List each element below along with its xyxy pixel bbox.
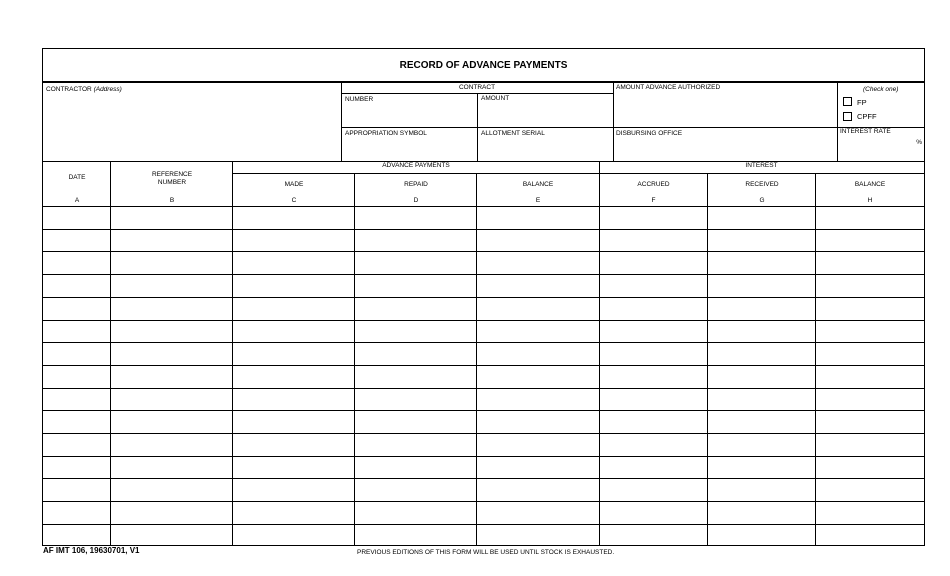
disbursing-office-field[interactable] (614, 128, 837, 161)
appropriation-symbol-field[interactable] (342, 128, 477, 161)
table-row (43, 478, 924, 479)
divider (599, 161, 600, 546)
check-one-label: (Check one) (863, 86, 899, 93)
column-letter: B (169, 197, 175, 204)
made-header: MADE (284, 181, 304, 188)
contractor-field[interactable] (46, 86, 336, 158)
column-letter: C (291, 197, 297, 204)
column-letter: E (535, 197, 541, 204)
fp-checkbox[interactable] (843, 97, 852, 106)
form-id: AF IMT 106, 19630701, V1 (43, 546, 140, 555)
balance-header: BALANCE (522, 181, 554, 188)
table-row (43, 501, 924, 502)
disbursing-label: DISBURSING OFFICE (616, 130, 683, 137)
received-header: RECEIVED (745, 181, 779, 188)
contract-label: CONTRACT (458, 84, 496, 91)
allotment-label: ALLOTMENT SERIAL (481, 130, 545, 137)
amount-label: AMOUNT (481, 95, 510, 102)
percent-sign: % (916, 139, 922, 146)
table-row (43, 251, 924, 252)
table-row (43, 388, 924, 389)
amount-authorized-label: AMOUNT ADVANCE AUTHORIZED (616, 84, 721, 91)
contractor-label: CONTRACTOR (Address) (46, 86, 122, 93)
interest-rate-field[interactable] (838, 128, 924, 161)
divider (233, 173, 924, 174)
column-letter: G (759, 197, 765, 204)
number-label: NUMBER (345, 96, 374, 103)
advance-payments-header: ADVANCE PAYMENTS (382, 162, 450, 169)
column-letter: F (651, 197, 656, 204)
date-header: DATE (68, 174, 86, 181)
advance-payments-form (42, 48, 925, 546)
contract-amount-field[interactable] (478, 94, 613, 127)
appropriation-label: APPROPRIATION SYMBOL (345, 130, 427, 137)
table-row (43, 320, 924, 321)
table-row (43, 410, 924, 411)
table-row (43, 456, 924, 457)
interest-rate-label: INTEREST RATE (840, 128, 891, 135)
edition-notice: PREVIOUS EDITIONS OF THIS FORM WILL BE USED UNTIL STOCK IS EXHAUSTED. (357, 549, 615, 556)
reference-header-line2: NUMBER (157, 179, 187, 186)
interest-balance-header: BALANCE (854, 181, 886, 188)
form-title (43, 49, 924, 83)
column-letter: D (413, 197, 419, 204)
interest-header: INTEREST (745, 162, 778, 169)
divider (232, 161, 233, 546)
cpff-checkbox[interactable] (843, 112, 852, 121)
column-letter: A (74, 197, 80, 204)
contract-number-field[interactable] (342, 94, 477, 127)
table-row (43, 433, 924, 434)
amount-authorized-field[interactable] (614, 84, 837, 127)
table-row (43, 365, 924, 366)
accrued-header: ACCRUED (637, 181, 670, 188)
fp-label: FP (857, 98, 867, 107)
form-title-text: RECORD OF ADVANCE PAYMENTS (399, 59, 568, 71)
table-row (43, 229, 924, 230)
column-letter: H (867, 197, 873, 204)
divider (43, 206, 924, 207)
divider (110, 161, 111, 546)
cpff-label: CPFF (857, 112, 877, 121)
repaid-header: REPAID (404, 181, 428, 188)
reference-header-line1: REFERENCE (151, 171, 193, 178)
table-row (43, 274, 924, 275)
table-row (43, 297, 924, 298)
table-row (43, 524, 924, 525)
table-row (43, 342, 924, 343)
allotment-serial-field[interactable] (478, 128, 613, 161)
